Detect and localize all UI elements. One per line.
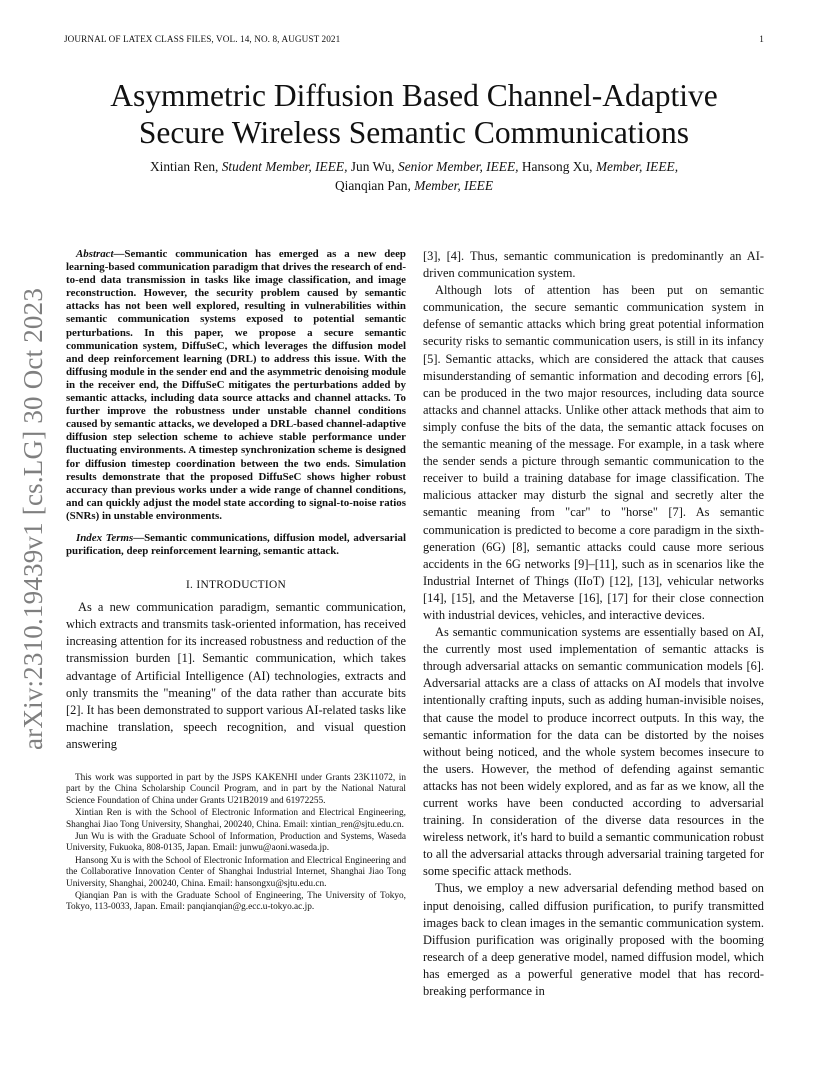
section-title-initial: I [196, 579, 201, 592]
section-title-rest: NTRODUCTION [200, 579, 287, 592]
right-column [423, 248, 764, 1000]
body-paragraph: As semantic communication systems are essentially based on AI, the currently most used implementation of semantic attacks is through adversarial attacks on semantic communication models [6]. Adversarial attacks are a class of attacks on AI models that involve intentionally crafting inputs, such as adding human-invisible noises, that cause the model to produce incorrect outputs. In this way, the semantic information for the data can be distorted by the noises without being noticed, and the whole system becomes insecure to the users. However, the method of defending against semantic attacks has not been widely explored, and as far as we know, all the current works have been conducted according to adversarial training. In consideration of the diverse data resources in the wireless network, it's hard to build a semantic communication robust to all the adversarial attacks through adversarial training targeted for some specific attack methods. [423, 625, 764, 879]
abstract-label: Abstract [76, 248, 114, 260]
author-name: Jun Wu, [350, 159, 395, 174]
index-terms-label: Index Terms [76, 531, 134, 544]
index-terms [66, 532, 406, 558]
author-affiliation: Member, IEEE [414, 178, 494, 193]
left-column [66, 248, 406, 915]
page-number: 1 [759, 34, 764, 44]
section-heading [66, 579, 406, 591]
index-terms-text: —Semantic communications, diffusion model, adversarial purification, deep reinforcement learning, semantic attack. [66, 531, 406, 558]
author-affiliation: Senior Member, IEEE, [398, 159, 519, 174]
author-name: Hansong Xu, [521, 159, 593, 174]
abstract [66, 248, 406, 523]
footnotes [66, 773, 406, 914]
section-numeral: I. [185, 579, 194, 592]
author-name: Qianqian Pan, [334, 178, 411, 193]
footnote: This work was supported in part by the JSPS KAKENHI under Grants 23K11072, in part by the China Scholarship Council Program, and in part by the National Natural Science Foundation of China under Grants U21B2019 and 61972255. [66, 773, 406, 806]
author-affiliation: Member, IEEE, [595, 159, 679, 174]
footnote: Qianqian Pan is with the Graduate School of Engineering, The University of Tokyo, Tokyo, 113-0033, Japan. Email: panqianqian@g.ecc.u-tokyo.ac.jp. [66, 891, 406, 913]
body-paragraph-continued: [3], [4]. Thus, semantic communication is predominantly an AI-driven communication system. [423, 249, 764, 281]
paper-title: Asymmetric Diffusion Based Channel-Adaptive Secure Wireless Semantic Communications [110, 78, 718, 150]
author-affiliation: Student Member, IEEE, [221, 159, 348, 174]
body-paragraph: Although lots of attention has been put on semantic communication, the secure semantic communication system in defense of semantic attacks which bring great potential information security risks to semantic communication users, is still in its infancy [5]. Semantic attacks, which are considered the attack that causes misunderstanding of semantic information and decoding errors [6], can be produced in the two major resources, including data source attacks and channel attacks. Unlike other attack methods that aim to simply confuse the bits of the data, the semantic attack focuses on the semantic meaning of the message. For example, in a task where the sender sends a picture through semantic communication to the receiver to build a training database for image classification. The malicious attacker may disturb the signal and secretly alter the semantic meaning from "car" to "horse" [7]. As semantic communication is predicted to become a core paradigm in the sixth-generation (6G) [8], semantic attacks could cause more serious accidents in the 6G networks [9]–[11], such as in scenarios like the Industrial Internet of Things (IIoT) [12], [13], vehicular networks [14], [15], and the Metaverse [16], [17] for their close connection with industrial devices, vehicles, and interactive devices. [423, 283, 764, 622]
footnote: Jun Wu is with the Graduate School of Information, Production and Systems, Waseda University, Fukuoka, 808-0135, Japan. Email: junwu@aoni.waseda.jp. [66, 832, 406, 854]
body-paragraph: Thus, we employ a new adversarial defending method based on input denoising, called diffusion purification, to purify transmitted images back to clean images in the semantic communication system. Diffusion purification was originally proposed with the booming research of a deep generative model, named diffusion model, which has emerged as a powerful generative model that has record-breaking performance in [423, 881, 764, 999]
footnote: Hansong Xu is with the School of Electronic Information and Electrical Engineering and the Collaborative Innovation Center of Shanghai Industrial Internet, Shanghai Jiao Tong University, Shanghai, 200240, China. Email: hansongxu@sjtu.edu.cn. [66, 855, 406, 889]
footnote: Xintian Ren is with the School of Electronic Information and Electrical Engineering, Shanghai Jiao Tong University, Shanghai, 200240, China. Email: xintian_ren@sjtu.edu.cn. [66, 808, 406, 830]
author-list [64, 157, 764, 195]
journal-header: JOURNAL OF LATEX CLASS FILES, VOL. 14, NO. 8, AUGUST 2021 [64, 34, 341, 44]
author-name: Xintian Ren, [149, 159, 219, 174]
arxiv-stamp: arXiv:2310.19439v1 [cs.LG] 30 Oct 2023 [18, 287, 48, 750]
abstract-text: —Semantic communication has emerged as a new deep learning-based communication paradigm that drives the research of end-to-end data transmission in tasks like image classification, and image reconstruction. However, the security problem caused by semantic attacks has not been well explored, resulting in vulnerabilities within semantic communication systems exposed to potential semantic perturbations. In this paper, we propose a secure semantic communication system, DiffuSeC, which leverages the diffusion model and deep reinforcement learning (DRL) to address this issue. With the diffusing module in the sender end and the asymmetric denoising module in the receiver end, the DiffuSeC mitigates the perturbations added by semantic attacks, including data source attacks and channel attacks. To further improve the robustness under unstable channel conditions caused by semantic attacks, we developed a DRL-based channel-adaptive diffusion step selection scheme to achieve stable performance under fluctuating environments. A timestep synchronization scheme is designed for diffusion timestep coordination between the two ends. Simulation results demonstrate that the proposed DiffuSeC shows higher robust accuracy than previous works under a wide range of channel conditions, and can quickly adjust the model state according to signal-to-noise ratios (SNRs) in unstable environments. [66, 248, 406, 522]
running-header [64, 34, 764, 44]
body-paragraph: As a new communication paradigm, semantic communication, which extracts and transmits task-oriented information, has received increasing attention for its increased robustness and reduction of the transmission burden [1]. Semantic communication, which takes advantage of Artificial Intelligence (AI) technologies, extracts and only transmits the "meaning" of the data rather than accurate bits [2]. It has been demonstrated to support various AI-related tasks like machine translation, speech recognition, and visual question answering [66, 600, 406, 751]
